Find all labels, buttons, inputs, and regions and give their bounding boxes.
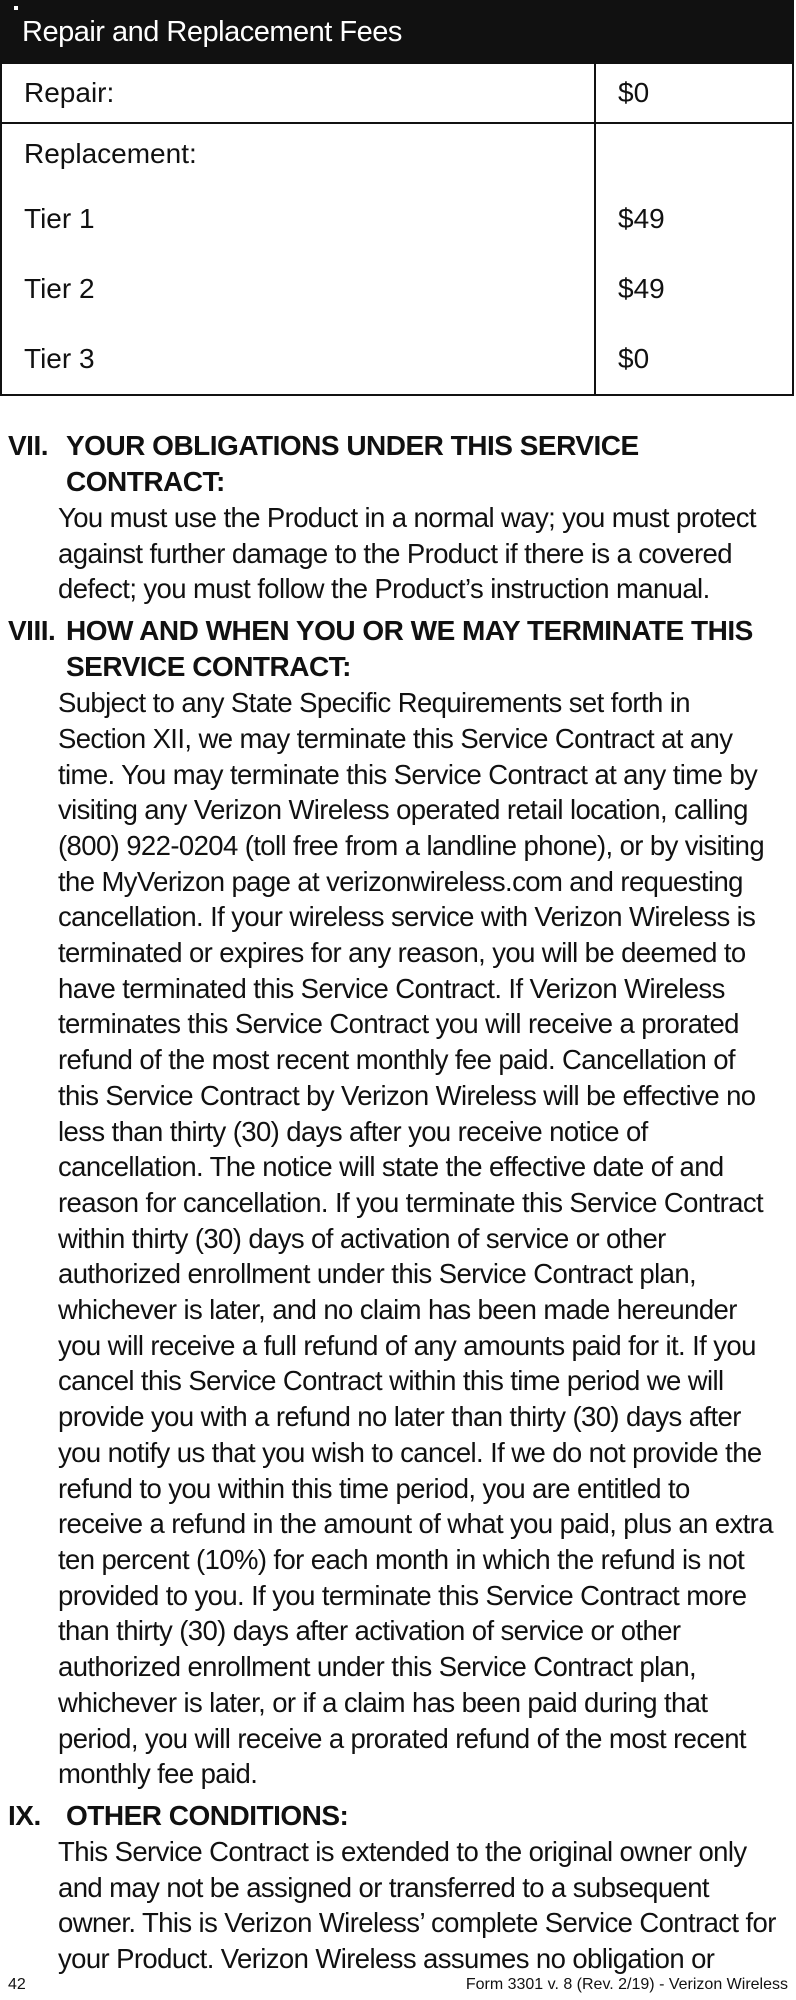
section-heading (0, 428, 796, 500)
tier-2-label: Tier 2 (24, 273, 95, 304)
form-info: Form 3301 v. 8 (Rev. 2/19) - Verizon Wireless (465, 1976, 788, 1993)
section-viii (0, 613, 796, 1792)
section-number: VIII. (8, 615, 56, 647)
corner-mark (14, 6, 18, 10)
tier-3-label: Tier 3 (24, 343, 95, 374)
replacement-row (2, 122, 792, 394)
replacement-value-cell (596, 124, 792, 394)
tier-2-value: $49 (618, 273, 665, 304)
section-title: YOUR OBLIGATIONS UNDER THIS SERVICE CONTRACT: (66, 430, 639, 497)
replacement-label: Replacement: (24, 138, 197, 169)
section-body: This Service Contract is extended to the original owner only and may not be assigned or transferred to a subsequent owner. This is Verizon Wireless’ complete Service Contract for your Product. Verizon Wireless assumes no obligation or (58, 1835, 776, 1975)
section-heading (0, 613, 796, 685)
repair-row (2, 62, 792, 122)
tier-3-value: $0 (618, 343, 650, 374)
section-body: You must use the Product in a normal way; you must protect against further damage to the Product if there is a covered defect; you must follow the Product’s instruction manual. (58, 502, 756, 605)
section-ix (0, 1798, 796, 1977)
section-heading (0, 1798, 796, 1834)
tier-1-label: Tier 1 (24, 203, 95, 234)
fee-table-header (2, 2, 792, 62)
contract-text (0, 428, 796, 1983)
repair-label-cell (2, 64, 596, 122)
replacement-value-blank (596, 124, 792, 184)
repair-value: $0 (618, 77, 650, 108)
fee-table (0, 0, 794, 396)
repair-label: Repair: (24, 77, 115, 108)
section-title: HOW AND WHEN YOU OR WE MAY TERMINATE THIS SERVICE CONTRACT: (66, 615, 753, 683)
section-number: IX. (8, 1799, 41, 1831)
tier-1-value: $49 (618, 203, 665, 234)
replacement-label-cell (2, 124, 596, 394)
page-number: 42 (8, 1976, 26, 1993)
section-number: VII. (8, 430, 49, 461)
section-vii (0, 428, 796, 607)
section-title: OTHER CONDITIONS: (66, 1799, 349, 1831)
fee-table-title: Repair and Replacement Fees (22, 15, 402, 48)
section-body: Subject to any State Specific Requirements set forth in Section XII, we may terminate this Service Contract at any time. You may terminate this Service Contract at any time by visiting any Verizon Wireless operated retail location, calling (800) 922-0204 (toll free from a landline phone), or by visiting the MyVerizon page at verizonwireless.com and requesting cancellation. If your wireless service with Verizon Wireless is terminated or expires for any reason, you will be deemed to have terminated this Service Contract. If Verizon Wireless terminates this Service Contract you will receive a prorated refund of the most recent monthly fee paid. Cancellation of this Service Contract by Verizon Wireless will be effective no less than thirty (30) days after you receive notice of cancellation. The notice will state the effective date of and reason for cancellation. If you terminate this Service Contract within thirty (30) days of activation of service or other authorized enrollment under this Service Contract plan, whichever is later, and no claim has been made hereunder you will receive a full refund of any amounts paid for it. If you cancel this Service Contract within this time period we will provide you with a refund no later than thirty (30) days after you notify us that you wish to cancel. If we do not provide the refund to you within this time period, you are entitled to receive a refund in the amount of what you paid, plus an extra ten percent (10%) for each month in which the refund is not provided to you. If you terminate this Service Contract more than thirty (30) days after activation of service or other authorized enrollment under this Service Contract plan, whichever is later, or if a claim has been paid during that period, you will receive a prorated refund of the most recent monthly fee paid. (58, 687, 773, 1790)
repair-value-cell (596, 64, 792, 122)
